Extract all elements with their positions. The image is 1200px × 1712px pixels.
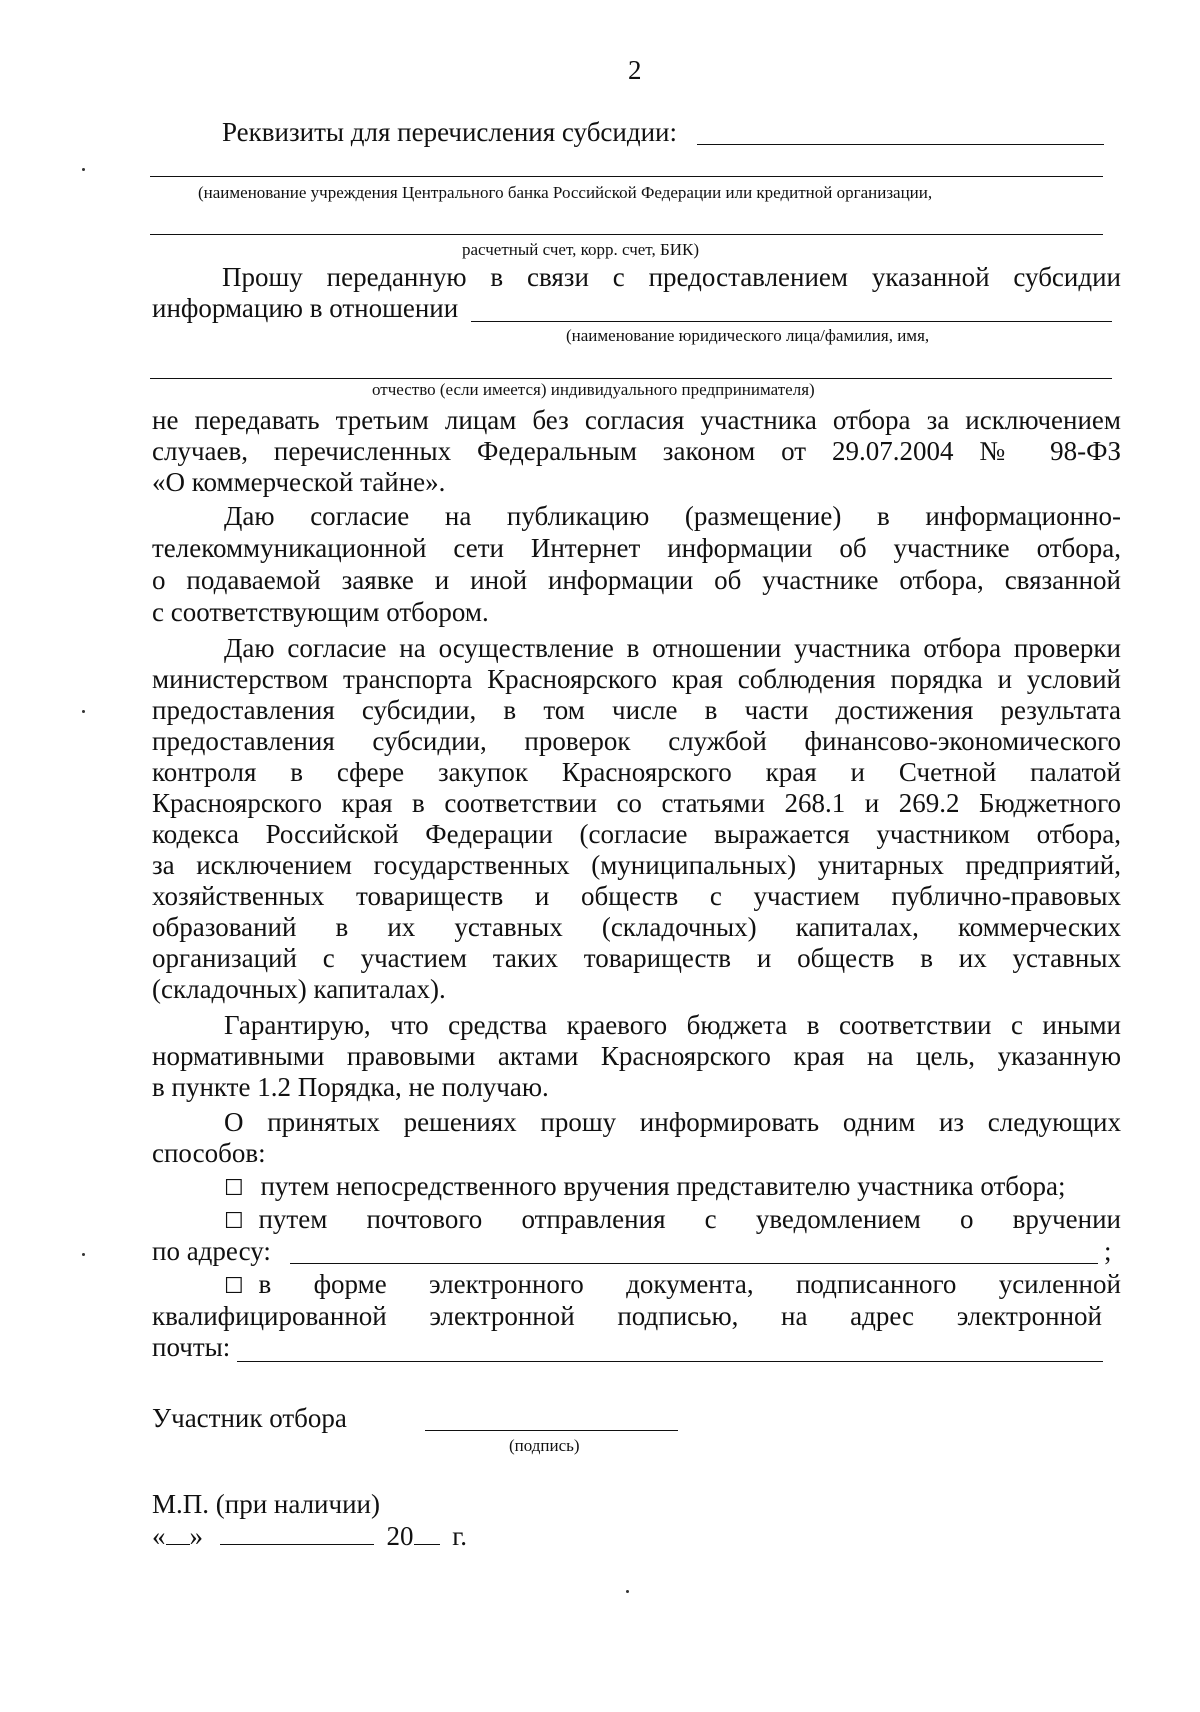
date-year-suffix: г. [452,1521,468,1551]
guarantee-line: Гарантирую, что средства краевого бюджета в соответствии с иными [224,1010,1121,1040]
bank-name-blank[interactable] [150,176,1103,177]
account-blank[interactable] [150,234,1103,235]
account-caption: расчетный счет, корр. счет, БИК) [462,240,699,259]
guarantee-line: в пункте 1.2 Порядка, не получаю. [152,1072,549,1102]
consent-checks-line: Даю согласие на осуществление в отношении участника отбора проверки [224,633,1121,663]
stamp-label: М.П. (при наличии) [152,1489,380,1519]
option-postal-word: вручении [1012,1204,1121,1234]
option-electronic-word: документа, [626,1269,754,1299]
consent-checks-line: (складочных) капиталах). [152,974,446,1004]
date-day-blank[interactable] [166,1522,190,1545]
consent-checks-line: предоставления субсидии, проверок службой финансово-экономического [152,726,1121,756]
checkbox-icon[interactable]: ☐ [224,1209,244,1234]
inform-line: способов: [152,1138,266,1168]
subject-name-blank[interactable] [471,321,1112,322]
scan-speck [626,1590,629,1593]
postal-address-blank[interactable] [290,1263,1098,1264]
consent-checks-line: министерством транспорта Красноярского края соблюдения порядка и условий [152,664,1121,694]
scan-speck [82,710,85,713]
consent-checks-line: предоставления субсидии, в том числе в части достижения результата [152,695,1121,725]
postal-address-label: по адресу: [152,1236,271,1266]
requisites-blank[interactable] [697,144,1104,145]
date-line [152,1520,467,1552]
option-postal-word: путем [258,1204,328,1234]
consent-publication-line: телекоммуникационной сети Интернет информации об участнике отбора, [152,533,1121,563]
inform-line: О принятых решениях прошу информировать одним из следующих [224,1107,1121,1137]
request-text-line: не передавать третьим лицам без согласия участника отбора за исключением [152,405,1121,435]
consent-checks-line: образований в их уставных (складочных) капиталах, коммерческих [152,912,1121,942]
subject-caption-1: (наименование юридического лица/фамилия, имя, [566,326,930,345]
consent-checks-line: организаций с участием таких товариществ и обществ в их уставных [152,943,1121,973]
bank-name-caption: (наименование учреждения Центрального банка Российской Федерации или кредитной организации, [198,183,933,202]
participant-label: Участник отбора [152,1403,347,1433]
consent-publication-line: Даю согласие на публикацию (размещение) в информационно- [224,501,1121,531]
scan-speck [82,168,85,171]
date-year-prefix: 20 [386,1521,414,1551]
date-year-blank[interactable] [414,1522,440,1545]
option-postal-word: почтового [366,1204,483,1234]
consent-checks-line: Красноярского края в соответствии со статьями 268.1 и 269.2 Бюджетного [152,788,1121,818]
consent-checks-line: за исключением государственных (муниципальных) унитарных предприятий, [152,850,1121,880]
option-hand-delivery-label: путем непосредственного вручения представителю участника отбора; [260,1171,1066,1201]
request-text-line: случаев, перечисленных Федеральным законом от 29.07.2004 № 98-ФЗ [152,436,1121,466]
subject-caption-2: отчество (если имеется) индивидуального предпринимателя) [372,380,815,399]
signature-blank[interactable] [425,1430,678,1431]
option-postal[interactable] [224,1203,1121,1238]
email-label: почты: [152,1332,231,1362]
consent-checks-line: хозяйственных товариществ и обществ с участием публично-правовых [152,881,1121,911]
request-line-1: Прошу переданную в связи с предоставлением указанной субсидии [222,262,1121,292]
option-postal-word: уведомлением [755,1204,921,1234]
consent-publication-line: о подаваемой заявке и иной информации об участнике отбора, связанной [152,565,1121,595]
option-postal-word: отправления [521,1204,666,1234]
signature-caption: (подпись) [509,1436,580,1455]
requisites-label: Реквизиты для перечисления субсидии: [222,117,678,147]
option-electronic[interactable] [224,1268,1121,1303]
scan-speck [82,1253,85,1256]
option-electronic-word: подписанного [795,1269,957,1299]
option-electronic-word: усиленной [998,1269,1121,1299]
date-month-blank[interactable] [220,1522,374,1545]
consent-checks-line: контроля в сфере закупок Красноярского края и Счетной палатой [152,757,1121,787]
option-electronic-line-2: квалифицированной электронной подписью, на адрес электронной [152,1301,1102,1331]
email-blank[interactable] [237,1361,1103,1362]
consent-publication-line: с соответствующим отбором. [152,597,489,627]
request-text-line: «О коммерческой тайне». [152,467,446,497]
request-subject-label: информацию в отношении [152,293,459,323]
option-hand-delivery[interactable] [224,1170,1066,1205]
postal-address-end: ; [1104,1236,1112,1266]
option-electronic-word: электронного [429,1269,584,1299]
date-open-quote: « [152,1521,166,1551]
option-postal-word: о [959,1204,974,1234]
checkbox-icon[interactable]: ☐ [224,1176,244,1201]
option-postal-word: с [704,1204,717,1234]
consent-checks-line: кодекса Российской Федерации (согласие выражается участником отбора, [152,819,1121,849]
date-close-quote: » [189,1521,203,1551]
option-electronic-word: форме [313,1269,387,1299]
guarantee-line: нормативными правовыми актами Красноярского края на цель, указанную [152,1041,1121,1071]
subject-name-blank-2[interactable] [150,378,1112,379]
option-electronic-word: в [258,1269,272,1299]
checkbox-icon[interactable]: ☐ [224,1274,244,1299]
page-number: 2 [628,55,642,85]
